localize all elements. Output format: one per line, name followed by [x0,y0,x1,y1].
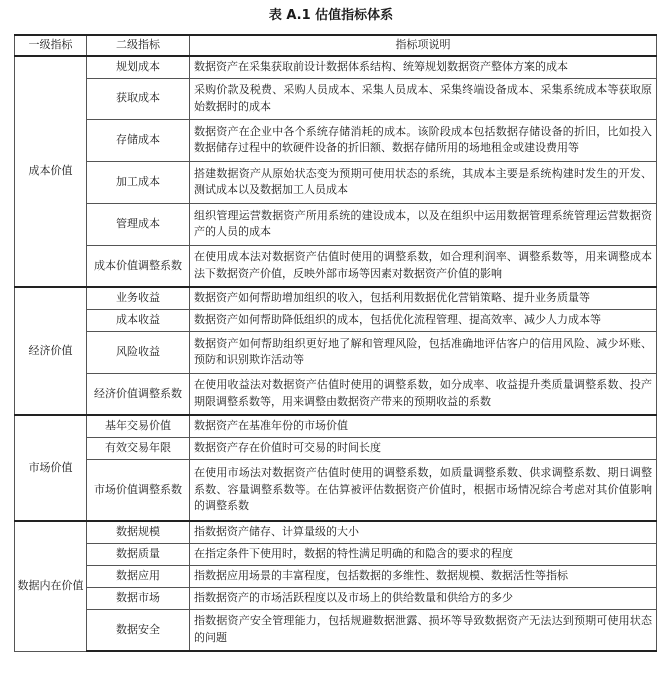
table-row [15,565,657,587]
description-cell: 采购价款及税费、采购人员成本、采集人员成本、采集终端设备成本、采集系统成本等获取原始数据时的成本 [190,78,657,119]
table-caption: 表 A.1 估值指标体系 [268,8,394,23]
description-cell: 在使用成本法对数据资产估值时使用的调整系数，如合理利润率、调整系数等，用来调整成本法下数据资产价值，反映外部市场等因素对数据资产价值的影响 [190,245,657,287]
level2-cell: 管理成本 [87,203,190,245]
level1-economic-value: 经济价值 [15,287,87,415]
level2-cell: 成本收益 [87,309,190,331]
description-cell: 数据资产在基准年份的市场价值 [190,415,657,437]
description-cell: 在使用市场法对数据资产估值时使用的调整系数，如质量调整系数、供求调整系数、期日调整系数、容量调整系数等。在估算被评估数据资产价值时，根据市场情况综合考虑对其价值影响的调整系数 [190,459,657,521]
level2-cell: 经济价值调整系数 [87,373,190,415]
level2-cell: 规划成本 [87,56,190,78]
level2-cell: 数据安全 [87,609,190,651]
level2-cell: 有效交易年限 [87,437,190,459]
table-row [15,287,657,309]
level2-cell: 数据质量 [87,543,190,565]
table-row [15,415,657,437]
level2-cell: 加工成本 [87,161,190,203]
description-cell: 数据资产如何帮助降低组织的成本，包括优化流程管理、提高效率、减少人力成本等 [190,309,657,331]
table-row [15,331,657,373]
level2-cell: 数据规模 [87,521,190,543]
description-cell: 数据资产如何帮助增加组织的收入，包括利用数据优化营销策略、提升业务质量等 [190,287,657,309]
table-row [15,309,657,331]
header-description: 指标项说明 [190,35,657,56]
level2-cell: 数据市场 [87,587,190,609]
table-row [15,437,657,459]
description-cell: 指数据资产的市场活跃程度以及市场上的供给数量和供给方的多少 [190,587,657,609]
table-row [15,56,657,78]
level1-market-value: 市场价值 [15,415,87,521]
table-row [15,521,657,543]
description-cell: 数据资产在采集获取前设计数据体系结构、统筹规划数据资产整体方案的成本 [190,56,657,78]
level2-cell: 数据应用 [87,565,190,587]
level2-cell: 获取成本 [87,78,190,119]
level2-cell: 业务收益 [87,287,190,309]
header-level2: 二级指标 [87,35,190,56]
table-row [15,459,657,521]
description-cell: 数据资产存在价值时可交易的时间长度 [190,437,657,459]
table-row [15,119,657,161]
description-cell: 在指定条件下使用时，数据的特性满足明确的和隐含的要求的程度 [190,543,657,565]
description-cell: 数据资产在企业中各个系统存储消耗的成本。该阶段成本包括数据存储设备的折旧，比如投入数据储存过程中的软硬件设备的折旧额、数据存储所用的场地租金或建设费用等 [190,119,657,161]
table-header-row [15,35,657,56]
table-row [15,543,657,565]
table-row [15,203,657,245]
valuation-index-table [14,34,657,652]
level2-cell: 市场价值调整系数 [87,459,190,521]
description-cell: 指数据资产安全管理能力，包括规避数据泄露、损坏等导致数据资产无法达到预期可使用状态的问题 [190,609,657,651]
table-row [15,373,657,415]
table-row [15,587,657,609]
table-row [15,609,657,651]
description-cell: 在使用收益法对数据资产估值时使用的调整系数，如分成率、收益提升类质量调整系数、投产期限调整系数等，用来调整由数据资产带来的预期收益的系数 [190,373,657,415]
description-cell: 指数据应用场景的丰富程度，包括数据的多维性、数据规模、数据活性等指标 [190,565,657,587]
table-row [15,161,657,203]
level1-intrinsic-value: 数据内在价值 [15,521,87,651]
header-level1: 一级指标 [15,35,87,56]
table-row [15,78,657,119]
level2-cell: 基年交易价值 [87,415,190,437]
level2-cell: 存储成本 [87,119,190,161]
description-cell: 组织管理运营数据资产所用系统的建设成本，以及在组织中运用数据管理系统管理运营数据资产的人员的成本 [190,203,657,245]
description-cell: 数据资产如何帮助组织更好地了解和管理风险，包括准确地评估客户的信用风险、减少坏账、预防和识别欺诈活动等 [190,331,657,373]
description-cell: 指数据资产储存、计算量级的大小 [190,521,657,543]
level2-cell: 风险收益 [87,331,190,373]
level2-cell: 成本价值调整系数 [87,245,190,287]
level1-cost-value: 成本价值 [15,56,87,287]
description-cell: 搭建数据资产从原始状态变为预期可使用状态的系统，其成本主要是系统构建时发生的开发、测试成本以及数据加工人员成本 [190,161,657,203]
table-row [15,245,657,287]
